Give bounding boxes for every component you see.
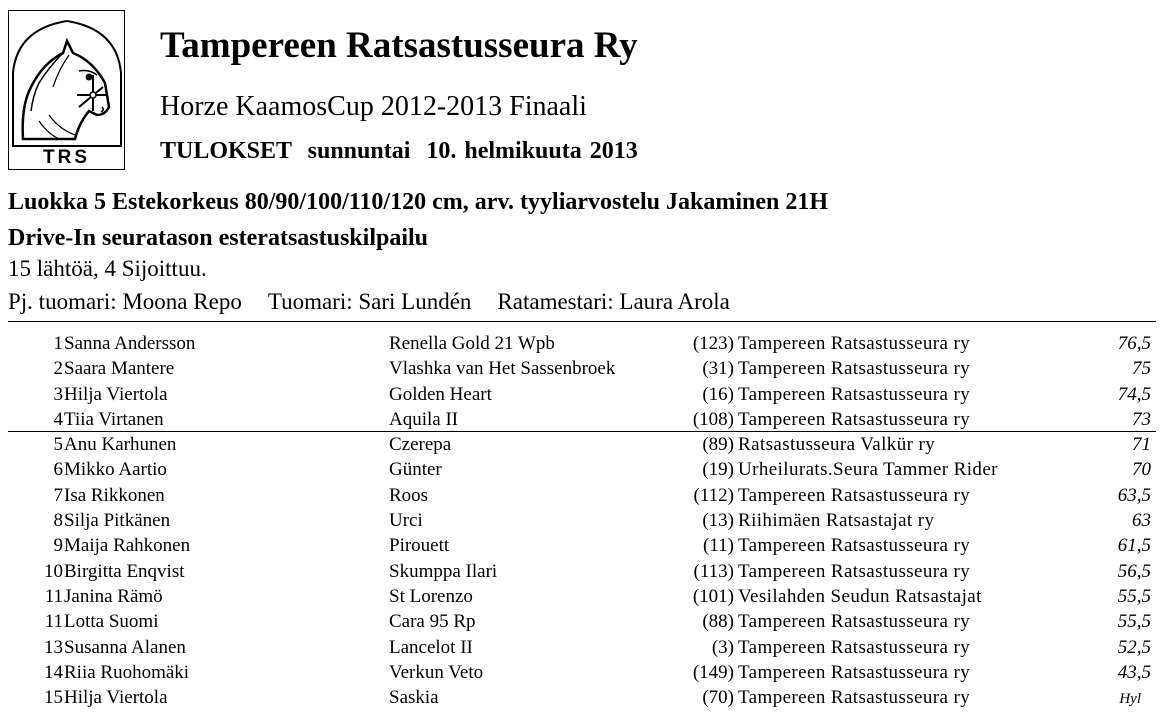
horse-name: Czerepa <box>389 434 452 456</box>
event-title: Horze KaamosCup 2012-2013 Finaali <box>160 91 587 122</box>
competition-name: Drive-In seuratason esteratsastuskilpailu <box>8 225 429 251</box>
result-row <box>0 687 1171 712</box>
rank: 3 <box>53 383 63 405</box>
rank: 10 <box>44 560 63 582</box>
score: 74,5 <box>1117 383 1151 405</box>
club-name: Riihimäen Ratsastajat ry <box>738 510 935 532</box>
rider-name: Birgitta Enqvist <box>64 560 185 582</box>
rank: 11 <box>44 611 63 633</box>
horse-number: (11) <box>703 535 734 557</box>
result-row <box>0 510 1171 535</box>
rank: 5 <box>53 434 63 456</box>
result-row <box>0 409 1171 434</box>
horse-name: Urci <box>389 510 423 532</box>
rider-name: Anu Karhunen <box>64 434 177 456</box>
horse-number: (88) <box>702 611 734 633</box>
horse-number: (112) <box>693 484 734 506</box>
score: 56,5 <box>1117 560 1151 582</box>
club-name: Tampereen Ratsastusseura ry <box>738 358 971 380</box>
club-name: Tampereen Ratsastusseura ry <box>738 408 971 430</box>
horse-number: (31) <box>702 358 734 380</box>
score: 70 <box>1132 459 1151 481</box>
score: 52,5 <box>1117 636 1151 658</box>
horse-name: Lancelot II <box>389 636 473 658</box>
horse-name: Aquila II <box>389 408 459 430</box>
rank: 15 <box>44 687 63 709</box>
score: 76,5 <box>1117 333 1151 354</box>
officials-line <box>8 289 730 315</box>
horse-number: (113) <box>693 560 734 582</box>
results-table <box>0 333 1171 712</box>
result-row <box>0 384 1171 409</box>
logo-text: TRS <box>43 147 90 168</box>
result-row <box>0 586 1171 611</box>
starts-count: 15 lähtöä, 4 Sijoittuu. <box>8 256 207 281</box>
rank: 13 <box>44 636 63 658</box>
result-row <box>0 637 1171 662</box>
horse-number: (19) <box>702 459 734 481</box>
horse-number: (101) <box>692 585 734 607</box>
club-name: Tampereen Ratsastusseura ry <box>738 560 971 582</box>
horse-number: (149) <box>692 661 734 683</box>
header-divider <box>8 321 1156 322</box>
rider-name: Hilja Viertola <box>64 383 168 405</box>
score: 43,5 <box>1117 661 1151 683</box>
horse-name: Pirouett <box>389 535 450 557</box>
rank: 9 <box>53 535 63 557</box>
horse-name: Saskia <box>389 687 439 709</box>
judge: Tuomari: Sari Lundén <box>267 289 472 314</box>
rider-name: Lotta Suomi <box>64 611 159 633</box>
club-name: Urheilurats.Seura Tammer Rider <box>738 459 998 481</box>
results-label: TULOKSET <box>160 138 292 164</box>
score: 61,5 <box>1117 535 1151 557</box>
horse-number: (3) <box>711 636 734 658</box>
rank: 1 <box>53 333 63 354</box>
class-description: Luokka 5 Estekorkeus 80/90/100/110/120 cm, arv. tyyliarvostelu Jakaminen 21H <box>8 189 829 215</box>
score: 63 <box>1132 510 1151 532</box>
result-row <box>0 662 1171 687</box>
horse-number: (123) <box>692 333 734 354</box>
rank: 7 <box>53 484 63 506</box>
score: 71 <box>1132 434 1151 456</box>
result-row <box>0 434 1171 459</box>
club-name: Tampereen Ratsastusseura ry <box>738 687 971 709</box>
rank: 4 <box>53 408 63 430</box>
rider-name: Janina Rämö <box>64 585 163 607</box>
horse-number: (108) <box>692 408 734 430</box>
horse-name: Günter <box>389 459 442 481</box>
club-name: Tampereen Ratsastusseura ry <box>738 383 971 405</box>
score: 55,5 <box>1117 585 1151 607</box>
score: 63,5 <box>1117 484 1151 506</box>
club-name: Tampereen Ratsastusseura ry <box>738 333 971 354</box>
result-row <box>0 535 1171 560</box>
result-row <box>0 358 1171 383</box>
results-date: sunnuntai 10. helmikuuta 2013 <box>307 138 638 164</box>
club-name: Tampereen Ratsastusseura ry <box>738 484 971 506</box>
club-name: Tampereen Ratsastusseura ry <box>738 535 971 557</box>
rider-name: Saara Mantere <box>64 358 175 380</box>
rider-name: Mikko Aartio <box>64 459 167 481</box>
club-name: Ratsastusseura Valkür ry <box>738 434 936 456</box>
rider-name: Susanna Alanen <box>64 636 186 658</box>
rider-name: Hilja Viertola <box>64 687 168 709</box>
club-name: Tampereen Ratsastusseura ry <box>738 636 971 658</box>
club-name: Vesilahden Seudun Ratsastajat <box>738 585 982 607</box>
score: Hyl <box>1119 691 1141 708</box>
rider-name: Isa Rikkonen <box>64 484 165 506</box>
horse-number: (89) <box>702 434 734 456</box>
rank: 2 <box>53 358 63 380</box>
horse-name: Roos <box>389 484 429 506</box>
club-name: Tampereen Ratsastusseura ry <box>738 661 971 683</box>
result-row <box>0 561 1171 586</box>
result-row <box>0 485 1171 510</box>
horse-name: Vlashka van Het Sassenbroek <box>389 358 616 380</box>
horse-name: Verkun Veto <box>389 661 484 683</box>
course-designer: Ratamestari: Laura Arola <box>497 289 730 314</box>
result-row <box>0 611 1171 636</box>
rank: 6 <box>53 459 63 481</box>
horse-number: (13) <box>702 510 734 532</box>
rank: 11 <box>44 585 63 607</box>
score: 73 <box>1132 408 1151 430</box>
head-judge: Pj. tuomari: Moona Repo <box>8 289 242 314</box>
rider-name: Sanna Andersson <box>64 333 196 354</box>
result-row <box>0 333 1171 358</box>
rider-name: Maija Rahkonen <box>64 535 191 557</box>
horse-name: Renella Gold 21 Wpb <box>389 333 555 354</box>
score: 75 <box>1132 358 1151 380</box>
horse-number: (16) <box>702 383 734 405</box>
club-name: Tampereen Ratsastusseura ry <box>738 611 971 633</box>
organization-title: Tampereen Ratsastusseura Ry <box>160 25 638 66</box>
rider-name: Silja Pitkänen <box>64 510 171 532</box>
result-row <box>0 459 1171 484</box>
results-heading <box>160 138 638 165</box>
horse-name: Cara 95 Rp <box>389 611 476 633</box>
score: 55,5 <box>1117 611 1151 633</box>
horse-name: Skumppa Ilari <box>389 560 498 582</box>
club-logo <box>8 10 125 170</box>
rider-name: Riia Ruohomäki <box>64 661 190 683</box>
rank: 14 <box>44 661 63 683</box>
rider-name: Tiia Virtanen <box>64 408 164 430</box>
horse-name: St Lorenzo <box>389 585 473 607</box>
horse-number: (70) <box>702 687 734 709</box>
horse-name: Golden Heart <box>389 383 492 405</box>
rank: 8 <box>53 510 63 532</box>
